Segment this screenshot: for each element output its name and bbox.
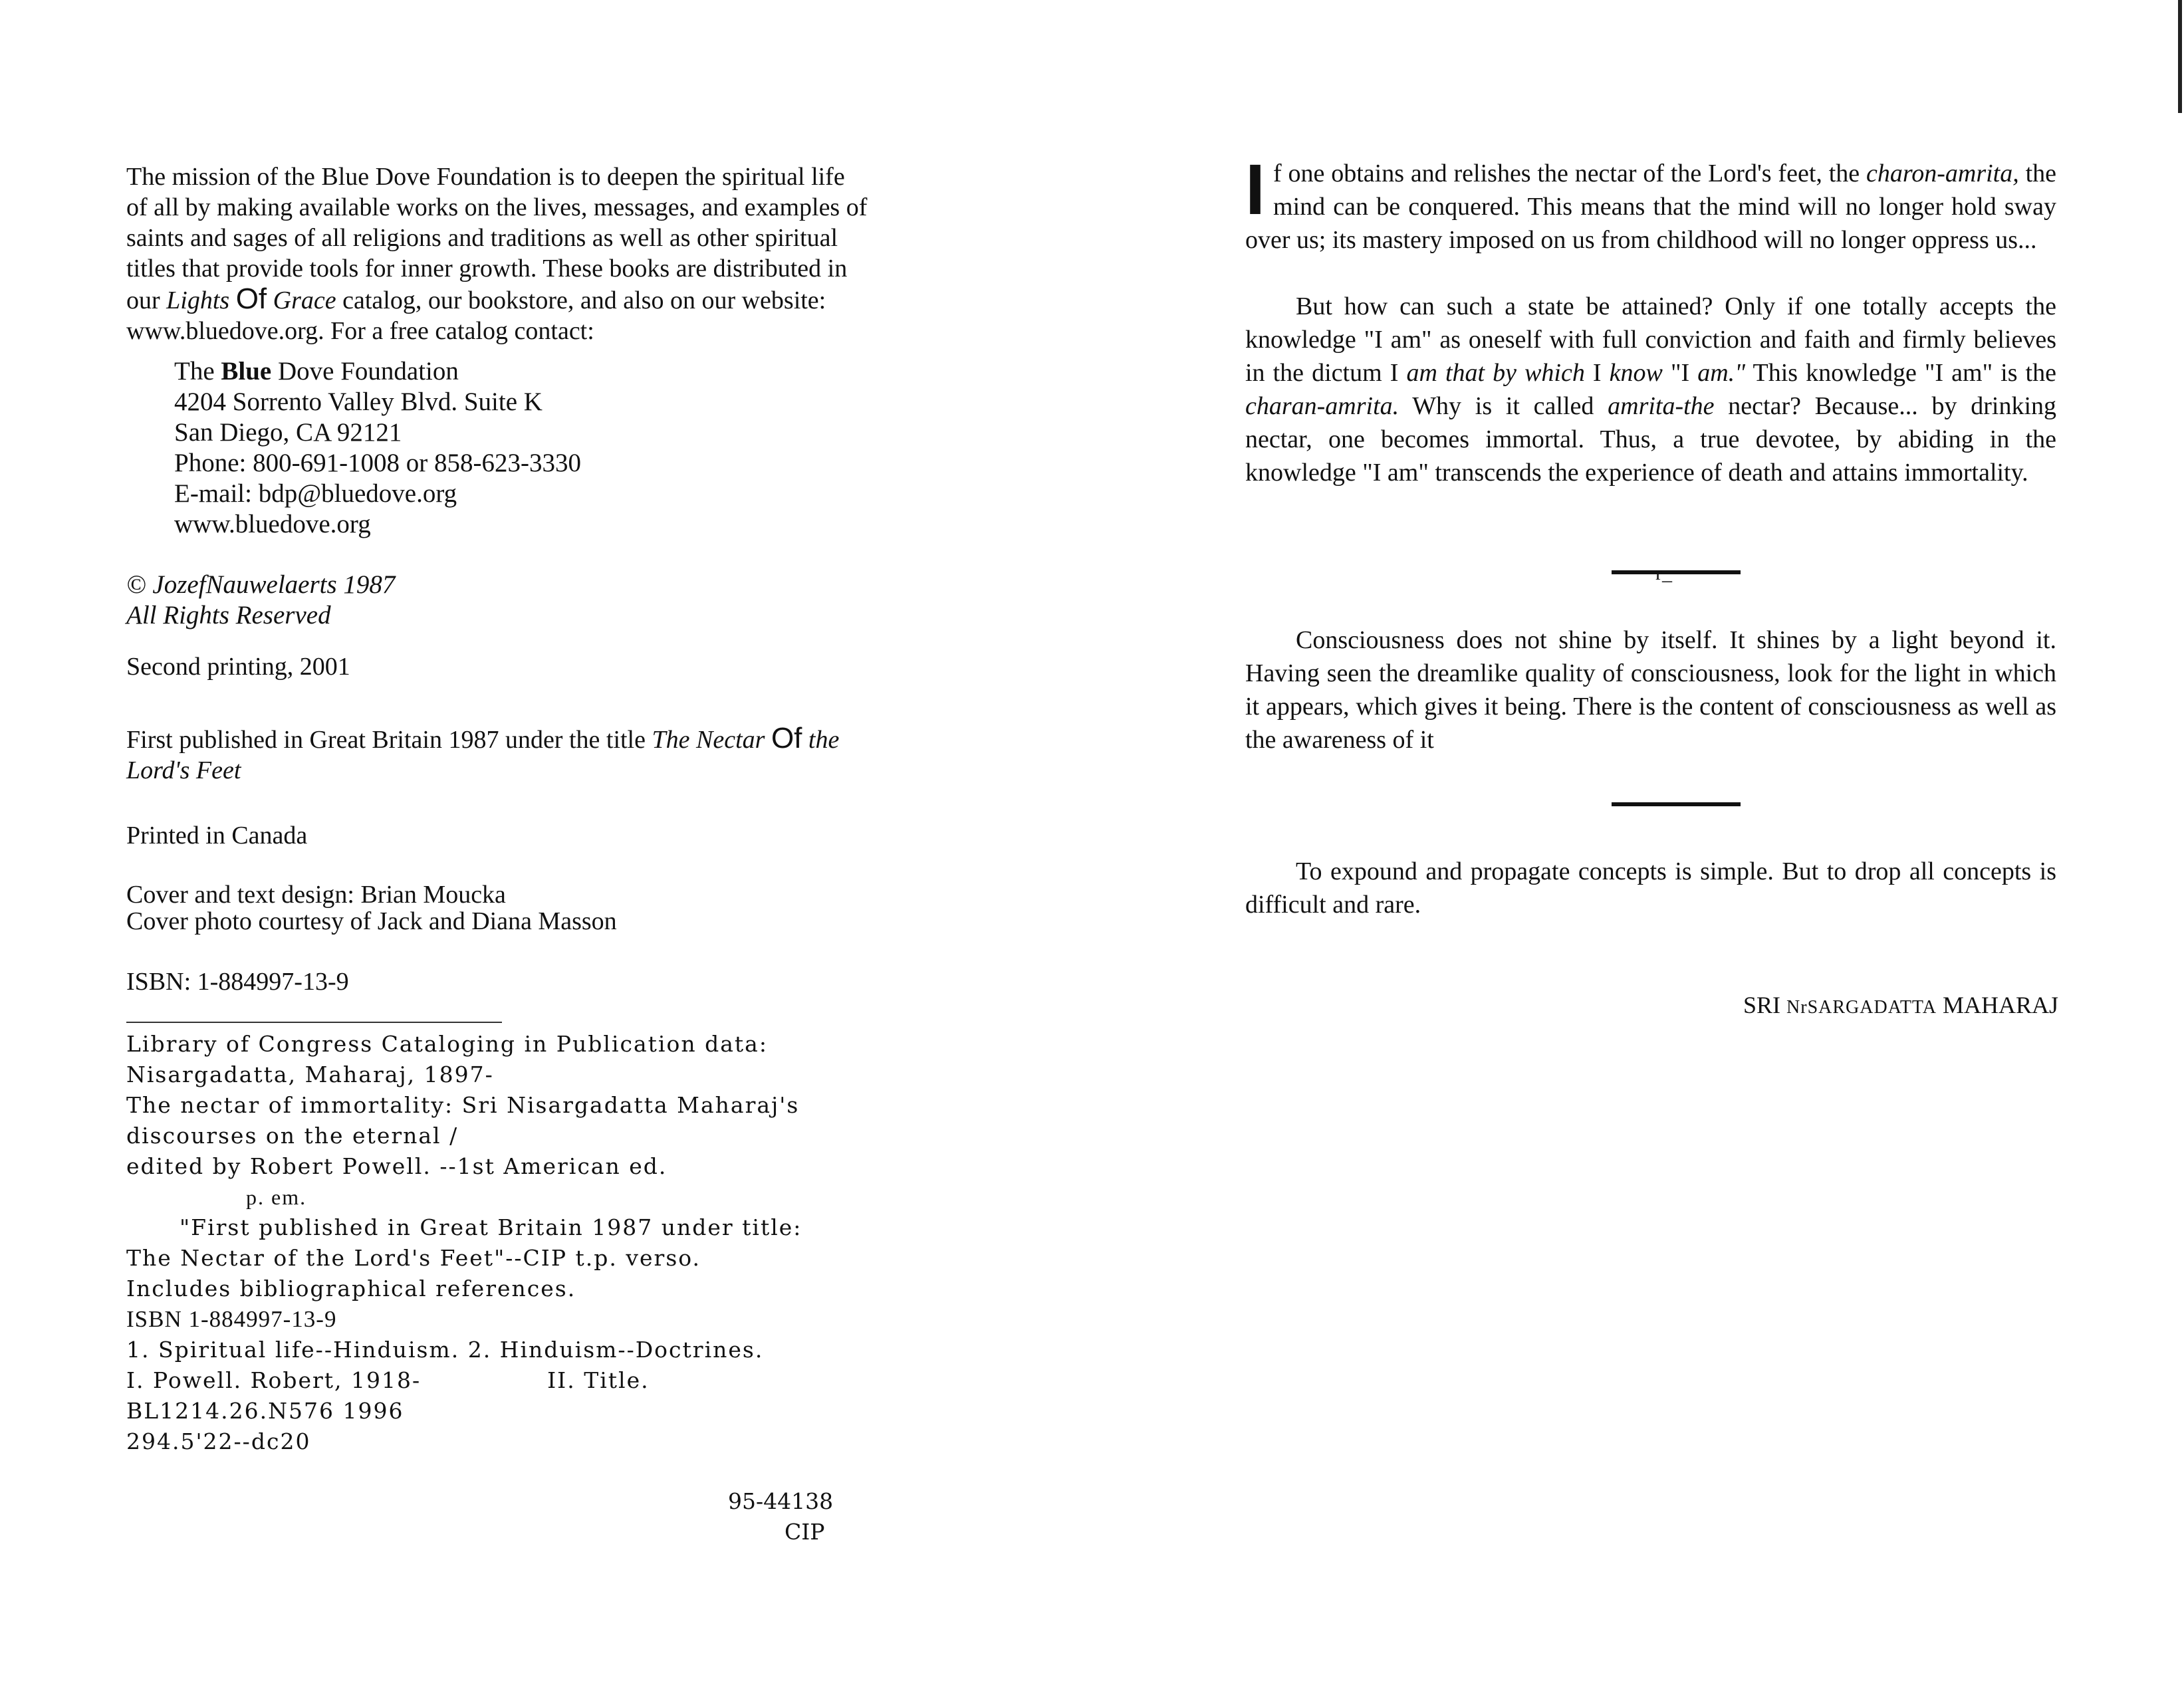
foundation-name [174, 356, 773, 387]
mission-line: saints and sages of all religions and traditions as well as other spiritual [126, 224, 838, 252]
mission-text: our [126, 286, 167, 314]
paragraph-nectar [1245, 149, 2056, 257]
paragraph-text: This knowledge "I am" is the [1745, 359, 2056, 387]
cip-line: Library of Congress Cataloging in Publication data: [126, 1031, 768, 1057]
signature-text: NrSARGADATTA [1786, 997, 1937, 1018]
printed-in-note: Printed in Canada [126, 822, 308, 849]
cip-line: p. em. [246, 1185, 307, 1209]
cip-line: Includes bibliographical references. [126, 1276, 576, 1301]
cip-code: CIP [785, 1519, 825, 1545]
paragraph-text: Why is it called [1399, 392, 1608, 420]
paragraph-text: nectar? Because... by drinking nectar, one becomes immortal. Thus, a true devotee, by abiding in the knowledge "I am" transcends the experience of death and attains immortality. [1245, 392, 2056, 487]
section-divider [1612, 802, 1741, 806]
emphasis: charon-amrita, [1866, 160, 2019, 187]
mission-line: titles that provide tools for inner growth. These books are distributed in [126, 255, 848, 282]
cip-rule [126, 1022, 502, 1023]
cip-line: 1. Spiritual life--Hinduism. 2. Hinduism--Doctrines. [126, 1337, 764, 1363]
cip-line: Nisargadatta, Maharaj, 1897- [126, 1062, 494, 1087]
paragraph-text: But how can such a state be attained? Only if one totally accepts the knowledge "I am" as oneself with full conviction and faith and firmly believes in the dictum I [1245, 292, 2056, 387]
cip-line: The nectar of immortality: Sri Nisargadatta Maharaj's [126, 1092, 800, 1118]
cip-line: 294.5'22--dc20 [126, 1428, 311, 1454]
paragraph-consciousness: Consciousness does not shine by itself. It shines by a light beyond it. Having seen the dreamlike quality of consciousness, look for the light in which it appears, which gives it being. There is the content of consciousness as well as the awareness of it [1245, 626, 2056, 754]
original-title-of: Of [771, 722, 802, 754]
cip-line: BL1214.26.N576 1996 [126, 1398, 404, 1424]
original-title: The Nectar [652, 726, 765, 754]
design-credits [126, 881, 957, 935]
section-divider [1612, 570, 1741, 574]
catalog-title: Lights [166, 286, 230, 314]
isbn: ISBN: 1-884997-13-9 [126, 968, 349, 996]
cip-line [126, 1365, 991, 1396]
original-title: Lord's Feet [126, 756, 241, 784]
email: E-mail: bdp@bluedove.org [174, 479, 457, 508]
foundation-address [174, 356, 773, 540]
author-signature [1743, 990, 2058, 1022]
emphasis: know [1609, 359, 1663, 387]
divider-mark: r_ [1655, 562, 1672, 584]
phone: Phone: 800-691-1008 or 858-623-3330 [174, 449, 582, 477]
page-edge-line [2178, 0, 2182, 113]
cip-line: ISBN 1-884997-13-9 [126, 1306, 337, 1332]
rights-reserved: All Rights Reserved [126, 601, 331, 629]
name-text: The [174, 357, 221, 386]
website: www.bluedove.org [174, 510, 371, 538]
design-credit: Cover and text design: Brian Moucka [126, 881, 506, 909]
signature-text: MAHARAJ [1937, 992, 2059, 1018]
mission-text: catalog, our bookstore, and also on our website: [336, 286, 826, 314]
signature-text: SRI [1743, 992, 1787, 1018]
cip-line: edited by Robert Powell. --1st American ed. [126, 1153, 667, 1179]
paragraph-text: "I [1662, 359, 1698, 387]
emphasis: am." [1697, 359, 1746, 387]
emphasis: am that by which [1406, 359, 1585, 387]
city-address: San Diego, CA 92121 [174, 418, 402, 447]
mission-line: of all by making available works on the lives, messages, and examples of [126, 193, 868, 221]
mission-line [126, 284, 944, 316]
cip-data [126, 1029, 991, 1457]
mission-statement [126, 162, 944, 346]
first-published-note [126, 723, 957, 786]
cip-number: 95-44138 [728, 1488, 834, 1514]
cip-text: I. Powell. Robert, 1918- [126, 1367, 422, 1393]
printing-note: Second printing, 2001 [126, 653, 350, 681]
cip-line: The Nectar of the Lord's Feet"--CIP t.p. verso. [126, 1245, 701, 1271]
drop-cap: I [1245, 149, 1266, 229]
paragraph-text: I [1584, 359, 1610, 387]
catalog-title-of: Of [235, 282, 267, 315]
mission-line: www.bluedove.org. For a free catalog contact: [126, 317, 594, 345]
copyright [126, 570, 395, 631]
street-address: 4204 Sorrento Valley Blvd. Suite K [174, 388, 543, 416]
paragraph-text: the mind can be conquered. This means that the mind will no longer hold sway over us; its mastery imposed on us from childhood will no longer oppress us... [1245, 160, 2056, 254]
original-title: the [808, 726, 840, 754]
first-published-text: First published in Great Britain 1987 under the title [126, 726, 652, 754]
photo-credit: Cover photo courtesy of Jack and Diana Masson [126, 907, 617, 935]
emphasis: amrita-the [1608, 392, 1715, 420]
paragraph-i-am [1245, 290, 2056, 489]
emphasis: charan-amrita. [1245, 392, 1399, 420]
copyright-line: © JozefNauwelaerts 1987 [126, 570, 396, 599]
cip-line: discourses on the eternal / [126, 1123, 459, 1149]
name-text: Dove Foundation [271, 357, 459, 386]
cip-line: "First published in Great Britain 1987 under title: [180, 1214, 802, 1240]
mission-line: The mission of the Blue Dove Foundation is to deepen the spiritual life [126, 163, 845, 191]
cip-text: II. Title. [547, 1367, 650, 1393]
paragraph-text: f one obtains and relishes the nectar of the Lord's feet, the [1273, 160, 1866, 187]
catalog-title: Grace [273, 286, 336, 314]
paragraph-concepts: To expound and propagate concepts is simple. But to drop all concepts is difficult and rare. [1245, 857, 2056, 919]
name-bold: Blue [221, 357, 272, 386]
